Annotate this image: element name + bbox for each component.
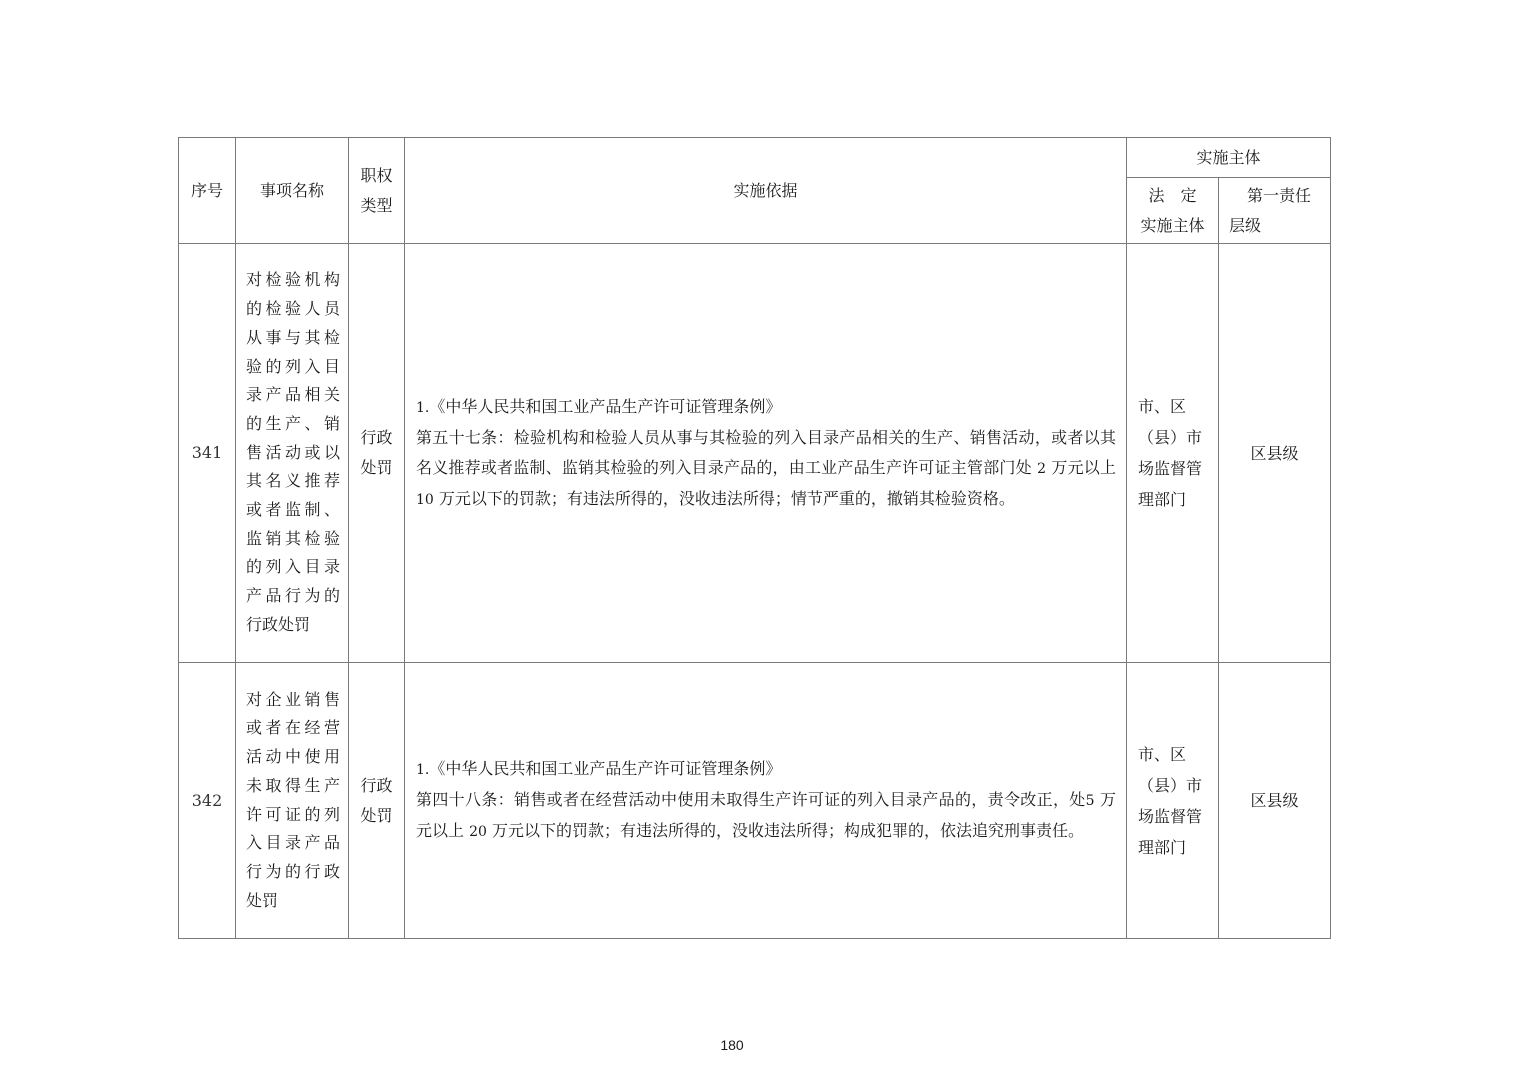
regulation-table <box>178 137 1331 939</box>
basis-title <box>416 754 1116 785</box>
basis-article <box>416 423 1116 515</box>
header-first-responsibility <box>1219 178 1331 244</box>
basis-article-num1: 2 <box>1037 460 1047 477</box>
table-row <box>179 244 1331 663</box>
basis-article-num2: 20 <box>469 824 487 840</box>
header-power-type-line2: 类型 <box>360 195 393 215</box>
basis-article-num2: 10 <box>416 491 434 508</box>
table-row <box>179 663 1331 939</box>
basis-article-text-b: 万元以上 <box>416 790 1116 840</box>
row-seq: 341 <box>179 244 236 663</box>
basis-article-text-b: 万元以上 <box>1051 457 1116 477</box>
row-seq: 342 <box>179 663 236 939</box>
row-responsibility-level: 区县级 <box>1219 663 1331 939</box>
basis-article-num1: 5 <box>1085 793 1095 809</box>
basis-law-name: 《中华人民共和国工业产品生产许可证管理条例》 <box>429 759 782 778</box>
header-legal-subject <box>1127 178 1219 244</box>
row-basis <box>405 244 1127 663</box>
header-first-resp-line2: 层级 <box>1229 215 1262 235</box>
header-item-name: 事项名称 <box>236 138 349 244</box>
header-subject: 实施主体 <box>1127 138 1331 178</box>
header-legal-subject-line2: 实施主体 <box>1140 215 1205 235</box>
basis-article-text-c: 万元以下的罚款；有违法所得的，没收违法所得；情节严重的，撤销其检验资格。 <box>438 488 1015 508</box>
row-power-type: 行政处罚 <box>349 244 405 663</box>
basis-article-text-a: 第四十八条：销售或者在经营活动中使用未取得生产许可证的列入目录产品的，责令改正，处 <box>416 790 1086 809</box>
header-row-1 <box>179 138 1331 178</box>
basis-article-text-c: 万元以下的罚款；有违法所得的，没收违法所得；构成犯罪的，依法追究刑事责任。 <box>492 821 1085 840</box>
row-basis <box>405 663 1127 939</box>
row-power-type: 行政处罚 <box>349 663 405 939</box>
header-power-type <box>349 138 405 244</box>
basis-title <box>416 392 1116 423</box>
header-power-type-line1: 职权 <box>360 165 393 185</box>
row-legal-subject: 市、区（县）市场监督管理部门 <box>1127 663 1219 939</box>
basis-article <box>416 785 1116 847</box>
basis-title-num: 1. <box>416 762 430 778</box>
page-number: 180 <box>720 1037 744 1053</box>
row-item-name: 对企业销售或者在经营活动中使用未取得生产许可证的列入目录产品行为的行政处罚 <box>236 663 349 939</box>
row-item-name: 对检验机构的检验人员从事与其检验的列入目录产品相关的生产、销售活动或以其名义推荐或者监制、监销其检验的列入目录产品行为的行政处罚 <box>236 244 349 663</box>
header-first-resp-line1: 第一责任 <box>1247 185 1312 205</box>
basis-law-name: 《中华人民共和国工业产品生产许可证管理条例》 <box>429 396 782 416</box>
header-seq: 序号 <box>179 138 236 244</box>
row-legal-subject: 市、区（县）市场监督管理部门 <box>1127 244 1219 663</box>
header-basis: 实施依据 <box>405 138 1127 244</box>
basis-article-text-a: 第五十七条：检验机构和检验人员从事与其检验的列入目录产品相关的生产、销售活动，或者以其名义推荐或者监制、监销其检验的列入目录产品的，由工业产品生产许可证主管部门处 <box>416 427 1116 477</box>
header-legal-subject-line1: 法 定 <box>1148 185 1197 205</box>
row-responsibility-level: 区县级 <box>1219 244 1331 663</box>
basis-title-num: 1. <box>416 399 430 416</box>
